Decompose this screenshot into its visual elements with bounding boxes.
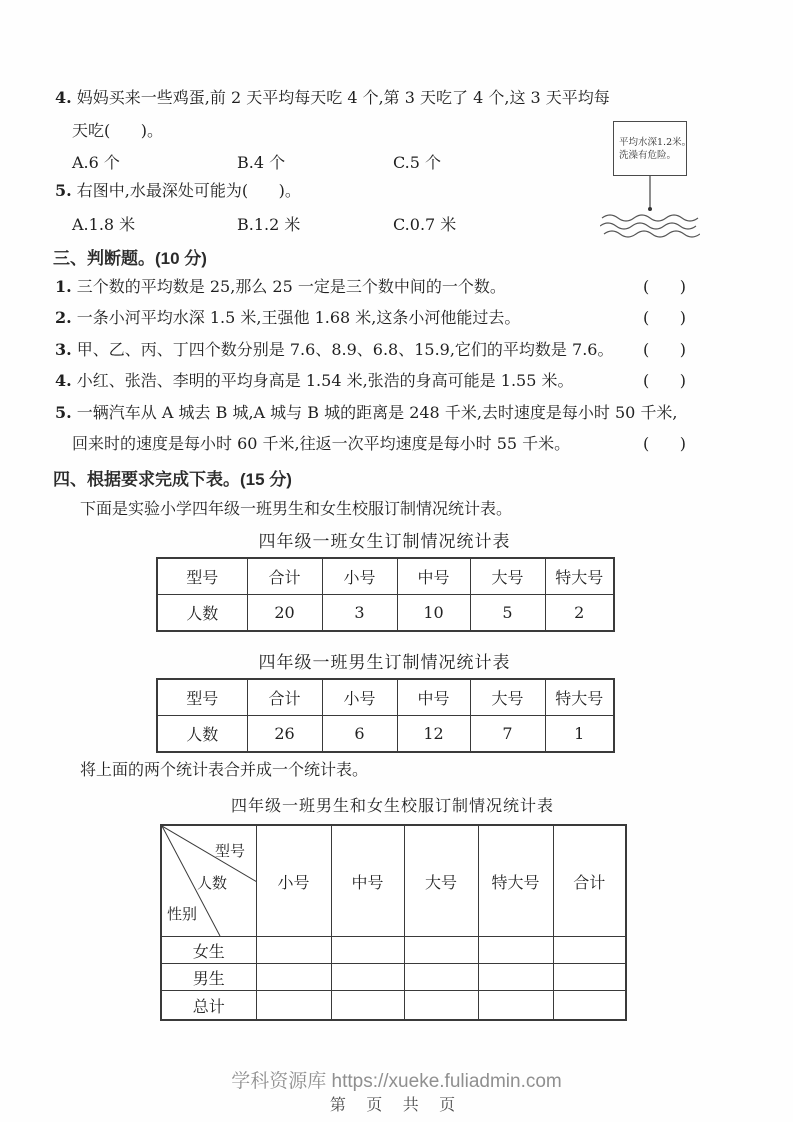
combined-row-girls [161,937,626,964]
judge-3-number: 3. [55,340,72,359]
judge-item-5-line1 [55,403,678,423]
header-cell: 小号 [322,679,397,716]
section-4-intro: 下面是实验小学四年级一班男生和女生校服订制情况统计表。 [80,499,513,518]
question-4-line1 [55,88,610,108]
judge-3-text: 甲、乙、丙、丁四个数分别是 7.6、8.9、6.8、15.9,它们的平均数是 7.6。 [71,340,614,359]
empty-cell [256,991,331,1021]
judge-2-number: 2. [55,308,72,327]
row-label-cell: 总计 [161,991,256,1021]
value-cell: 10 [397,595,470,632]
corner-label-model: 型号 [215,842,246,860]
question-5-number: 5. [55,181,72,200]
row-label-cell: 女生 [161,937,256,964]
option-4a: A.6 个 [72,153,120,172]
header-cell: 特大号 [545,558,614,595]
judge-2-text: 一条小河平均水深 1.5 米,王强他 1.68 米,这条小河他能过去。 [71,308,521,327]
judge-2-answer-blank: ( ) [643,308,686,327]
value-cell: 26 [247,716,322,753]
girls-table-title: 四年级一班女生订制情况统计表 [258,532,511,552]
empty-cell [478,964,553,991]
header-cell: 小号 [322,558,397,595]
header-cell: 小号 [256,825,331,937]
water-waves-icon [600,176,700,242]
section-3-heading: 三、判断题。(10 分) [53,249,207,268]
header-cell: 大号 [404,825,478,937]
judge-1-answer-blank: ( ) [643,277,686,296]
girls-table-data-row [157,595,614,632]
girls-table [156,557,615,632]
header-cell: 中号 [397,558,470,595]
warning-sign-box [613,121,692,176]
question-5-text: 右图中,水最深处可能为( )。 [71,181,301,200]
value-cell: 3 [322,595,397,632]
section-4-heading: 四、根据要求完成下表。(15 分) [53,470,292,489]
sign-text-line2: 洗澡有危险。 [619,149,677,161]
empty-cell [256,937,331,964]
value-cell: 7 [470,716,545,753]
header-cell: 合计 [247,679,322,716]
header-cell: 中号 [397,679,470,716]
header-cell: 特大号 [478,825,553,937]
judge-3-answer-blank: ( ) [643,340,686,359]
judge-5-text-line1: 一辆汽车从 A 城去 B 城,A 城与 B 城的距离是 248 千米,去时速度是每小时 50 千米, [71,403,678,422]
header-cell: 合计 [247,558,322,595]
empty-cell [404,937,478,964]
question-4-text: 妈妈买来一些鸡蛋,前 2 天平均每天吃 4 个,第 3 天吃了 4 个,这 3 天平均每 [71,88,610,107]
combined-row-total [161,991,626,1021]
value-cell: 6 [322,716,397,753]
option-5b: B.1.2 米 [237,215,301,234]
girls-table-header-row [157,558,614,595]
boys-table-header-row [157,679,614,716]
header-cell: 大号 [470,679,545,716]
header-cell: 中号 [331,825,404,937]
judge-1-text: 三个数的平均数是 25,那么 25 一定是三个数中间的一个数。 [71,277,506,296]
empty-cell [553,991,626,1021]
value-cell: 2 [545,595,614,632]
corner-label-count: 人数 [197,874,228,892]
judge-item-5-line2: 回来时的速度是每小时 60 千米,往返一次平均速度是每小时 55 千米。 [72,434,571,453]
header-cell: 型号 [157,679,247,716]
empty-cell [331,964,404,991]
combined-table-header-row [161,825,626,937]
boys-table-data-row [157,716,614,753]
judge-5-number: 5. [55,403,72,422]
question-5-line [55,181,301,201]
option-4c: C.5 个 [393,153,442,172]
empty-cell [553,937,626,964]
combined-row-boys [161,964,626,991]
empty-cell [478,991,553,1021]
value-cell: 5 [470,595,545,632]
value-cell: 12 [397,716,470,753]
boys-table [156,678,615,753]
footer-source-link: 学科资源库 https://xueke.fuliadmin.com [231,1071,562,1092]
diagonal-corner-cell [161,825,256,937]
question-4-number: 4. [55,88,72,107]
judge-4-answer-blank: ( ) [643,371,686,390]
judge-item-3 [55,340,613,360]
merge-instruction: 将上面的两个统计表合并成一个统计表。 [80,760,369,779]
value-cell: 1 [545,716,614,753]
judge-4-text: 小红、张浩、李明的平均身高是 1.54 米,张浩的身高可能是 1.55 米。 [71,371,574,390]
judge-4-number: 4. [55,371,72,390]
corner-label-gender: 性别 [167,905,198,923]
empty-cell [404,964,478,991]
footer-page-number: 第 页 共 页 [329,1097,464,1114]
option-5a: A.1.8 米 [72,215,136,234]
header-cell: 合计 [553,825,626,937]
header-cell: 型号 [157,558,247,595]
option-5c: C.0.7 米 [393,215,457,234]
empty-cell [478,937,553,964]
water-depth-figure [600,118,700,242]
empty-cell [331,991,404,1021]
judge-item-4 [55,371,573,391]
value-cell: 20 [247,595,322,632]
sign-text-line1: 平均水深1.2米。 [619,137,692,148]
empty-cell [553,964,626,991]
header-cell: 大号 [470,558,545,595]
judge-item-2 [55,308,520,328]
combined-table [160,824,627,1021]
question-4-line2: 天吃( )。 [72,121,164,140]
judge-5-answer-blank: ( ) [643,434,686,453]
judge-item-1 [55,277,506,297]
row-label-cell: 男生 [161,964,256,991]
header-cell: 特大号 [545,679,614,716]
combined-table-title: 四年级一班男生和女生校服订制情况统计表 [230,796,554,815]
row-label-cell: 人数 [157,716,247,753]
empty-cell [404,991,478,1021]
empty-cell [256,964,331,991]
boys-table-title: 四年级一班男生订制情况统计表 [258,653,511,673]
empty-cell [331,937,404,964]
row-label-cell: 人数 [157,595,247,632]
judge-1-number: 1. [55,277,72,296]
option-4b: B.4 个 [237,153,286,172]
